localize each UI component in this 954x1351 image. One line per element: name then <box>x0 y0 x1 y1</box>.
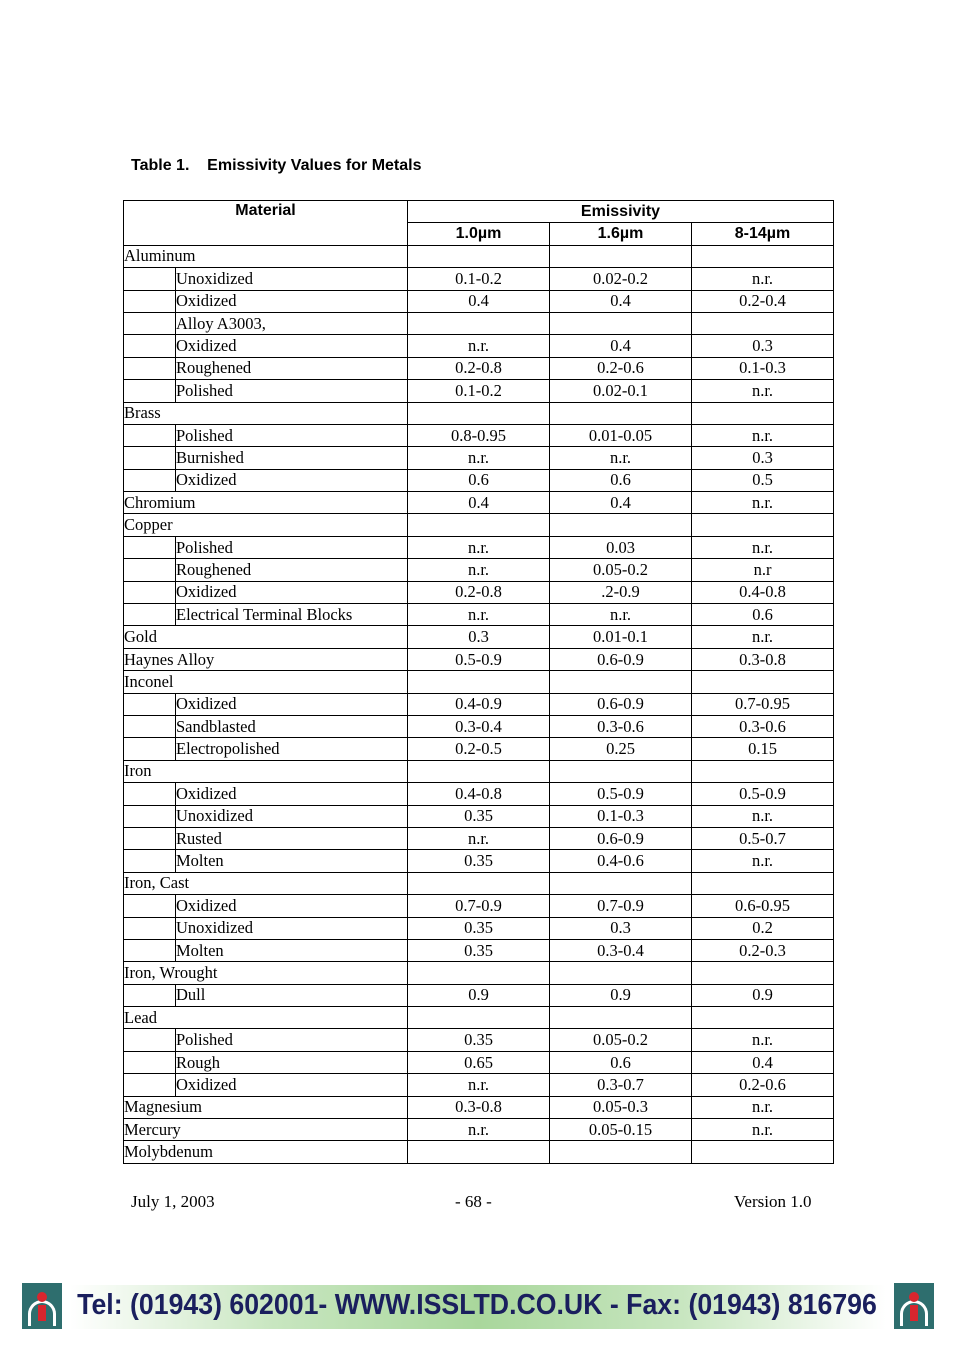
emissivity-value-cell <box>408 312 550 334</box>
table-row <box>124 380 834 402</box>
emissivity-value-cell: 0.9 <box>408 984 550 1006</box>
emissivity-value-cell: 0.05-0.2 <box>550 559 692 581</box>
footer-version: Version 1.0 <box>734 1192 812 1211</box>
emissivity-value-cell: 0.8-0.95 <box>408 424 550 446</box>
table-row <box>124 671 834 693</box>
emissivity-value-cell: n.r. <box>692 536 834 558</box>
emissivity-value-cell: n.r. <box>692 1029 834 1051</box>
emissivity-value-cell: 0.3-0.4 <box>408 715 550 737</box>
emissivity-value-cell: 0.6-0.9 <box>550 827 692 849</box>
table-row <box>124 447 834 469</box>
emissivity-value-cell: n.r. <box>692 380 834 402</box>
table-row <box>124 245 834 267</box>
indent-cell <box>124 380 176 402</box>
indent-cell <box>124 715 176 737</box>
emissivity-value-cell: 0.35 <box>408 939 550 961</box>
indent-cell <box>124 783 176 805</box>
material-variant-cell: Polished <box>176 1029 408 1051</box>
emissivity-value-cell: 0.6 <box>550 1051 692 1073</box>
material-variant-cell: Molten <box>176 939 408 961</box>
material-variant-cell: Oxidized <box>176 1074 408 1096</box>
indent-cell <box>124 895 176 917</box>
footer-page-number: - 68 - <box>455 1192 492 1211</box>
indent-cell <box>124 357 176 379</box>
emissivity-value-cell: n.r. <box>550 604 692 626</box>
indent-cell <box>124 604 176 626</box>
table-row <box>124 984 834 1006</box>
emissivity-value-cell: 0.1-0.3 <box>692 357 834 379</box>
emissivity-value-cell <box>408 514 550 536</box>
emissivity-value-cell: 0.5-0.7 <box>692 827 834 849</box>
emissivity-value-cell: 0.3 <box>692 447 834 469</box>
table-row <box>124 1141 834 1163</box>
emissivity-value-cell <box>550 671 692 693</box>
table-row <box>124 514 834 536</box>
material-variant-cell: Rough <box>176 1051 408 1073</box>
table-row <box>124 1119 834 1141</box>
material-category-cell: Iron <box>124 760 408 782</box>
emissivity-value-cell: 0.6-0.95 <box>692 895 834 917</box>
emissivity-value-cell: 0.6-0.9 <box>550 648 692 670</box>
emissivity-value-cell: 0.25 <box>550 738 692 760</box>
table-row <box>124 402 834 424</box>
indent-cell <box>124 268 176 290</box>
material-variant-cell: Oxidized <box>176 581 408 603</box>
material-variant-cell: Electrical Terminal Blocks <box>176 604 408 626</box>
emissivity-value-cell: 0.2-0.6 <box>550 357 692 379</box>
material-category-cell: Gold <box>124 626 408 648</box>
material-variant-cell: Roughened <box>176 357 408 379</box>
emissivity-value-cell: 0.6 <box>692 604 834 626</box>
emissivity-value-cell: 0.2-0.8 <box>408 581 550 603</box>
material-variant-cell: Polished <box>176 536 408 558</box>
emissivity-value-cell <box>692 760 834 782</box>
indent-cell <box>124 984 176 1006</box>
emissivity-value-cell: n.r. <box>408 536 550 558</box>
emissivity-value-cell: 0.05-0.15 <box>550 1119 692 1141</box>
indent-cell <box>124 559 176 581</box>
emissivity-value-cell: 0.2-0.4 <box>692 290 834 312</box>
emissivity-value-cell: 0.6 <box>550 469 692 491</box>
emissivity-value-cell: n.r. <box>408 1074 550 1096</box>
emissivity-value-cell: 0.4 <box>408 492 550 514</box>
footer-date: July 1, 2003 <box>131 1192 215 1211</box>
emissivity-value-cell <box>692 312 834 334</box>
table-row <box>124 783 834 805</box>
header-wavelength-3: 8-14µm <box>692 223 834 245</box>
emissivity-value-cell: 0.3-0.4 <box>550 939 692 961</box>
table-row <box>124 357 834 379</box>
indent-cell <box>124 805 176 827</box>
table-row <box>124 917 834 939</box>
emissivity-value-cell: 0.15 <box>692 738 834 760</box>
emissivity-value-cell: n.r. <box>692 1119 834 1141</box>
indent-cell <box>124 312 176 334</box>
emissivity-value-cell: 0.35 <box>408 805 550 827</box>
emissivity-value-cell: 0.6 <box>408 469 550 491</box>
indent-cell <box>124 1074 176 1096</box>
emissivity-value-cell: 0.4 <box>408 290 550 312</box>
emissivity-value-cell: 0.05-0.2 <box>550 1029 692 1051</box>
emissivity-value-cell: n.r. <box>408 827 550 849</box>
emissivity-value-cell: 0.7-0.9 <box>408 895 550 917</box>
table-row <box>124 1074 834 1096</box>
emissivity-value-cell <box>550 312 692 334</box>
emissivity-value-cell: 0.65 <box>408 1051 550 1073</box>
emissivity-value-cell <box>408 671 550 693</box>
emissivity-value-cell: n.r. <box>408 447 550 469</box>
material-category-cell: Magnesium <box>124 1096 408 1118</box>
emissivity-value-cell: 0.4 <box>550 492 692 514</box>
emissivity-value-cell: 0.5 <box>692 469 834 491</box>
material-category-cell: Chromium <box>124 492 408 514</box>
indent-cell <box>124 469 176 491</box>
material-category-cell: Mercury <box>124 1119 408 1141</box>
emissivity-value-cell: 0.03 <box>550 536 692 558</box>
table-row <box>124 536 834 558</box>
table-row <box>124 648 834 670</box>
table-row <box>124 626 834 648</box>
emissivity-value-cell: 0.3 <box>408 626 550 648</box>
material-category-cell: Iron, Wrought <box>124 962 408 984</box>
indent-cell <box>124 827 176 849</box>
emissivity-value-cell <box>550 962 692 984</box>
material-category-cell: Aluminum <box>124 245 408 267</box>
table-row <box>124 312 834 334</box>
emissivity-value-cell <box>692 245 834 267</box>
material-variant-cell: Oxidized <box>176 469 408 491</box>
emissivity-value-cell: 0.05-0.3 <box>550 1096 692 1118</box>
banner-contact-text: Tel: (01943) 602001- WWW.ISSLTD.CO.UK - Fax: (01943) 816796 <box>77 1289 877 1321</box>
indent-cell <box>124 290 176 312</box>
emissivity-value-cell <box>692 872 834 894</box>
emissivity-value-cell: 0.4-0.8 <box>408 783 550 805</box>
emissivity-value-cell: .2-0.9 <box>550 581 692 603</box>
emissivity-value-cell <box>408 760 550 782</box>
emissivity-value-cell <box>692 514 834 536</box>
material-variant-cell: Oxidized <box>176 895 408 917</box>
indent-cell <box>124 850 176 872</box>
indent-cell <box>124 917 176 939</box>
table-row <box>124 760 834 782</box>
header-wavelength-2: 1.6µm <box>550 223 692 245</box>
emissivity-value-cell: 0.01-0.05 <box>550 424 692 446</box>
emissivity-value-cell <box>408 1007 550 1029</box>
material-variant-cell: Burnished <box>176 447 408 469</box>
emissivity-table <box>123 200 834 1164</box>
material-category-cell: Inconel <box>124 671 408 693</box>
emissivity-value-cell: n.r. <box>692 850 834 872</box>
emissivity-value-cell: 0.5-0.9 <box>550 783 692 805</box>
table-row <box>124 581 834 603</box>
material-variant-cell: Oxidized <box>176 783 408 805</box>
table-body <box>124 245 834 1163</box>
emissivity-value-cell: n.r. <box>408 559 550 581</box>
emissivity-value-cell: 0.3-0.6 <box>692 715 834 737</box>
emissivity-value-cell <box>550 1141 692 1163</box>
material-variant-cell: Rusted <box>176 827 408 849</box>
emissivity-value-cell: n.r. <box>692 268 834 290</box>
emissivity-value-cell: 0.35 <box>408 1029 550 1051</box>
indent-cell <box>124 939 176 961</box>
indent-cell <box>124 1029 176 1051</box>
emissivity-value-cell <box>692 1141 834 1163</box>
material-variant-cell: Dull <box>176 984 408 1006</box>
emissivity-value-cell: 0.3 <box>550 917 692 939</box>
emissivity-value-cell: 0.35 <box>408 917 550 939</box>
table-row <box>124 693 834 715</box>
header-emissivity: Emissivity <box>408 201 834 223</box>
table-row <box>124 1096 834 1118</box>
emissivity-value-cell: 0.3 <box>692 335 834 357</box>
table-row <box>124 559 834 581</box>
emissivity-value-cell: 0.4-0.9 <box>408 693 550 715</box>
emissivity-value-cell: 0.3-0.7 <box>550 1074 692 1096</box>
emissivity-value-cell: 0.4 <box>550 335 692 357</box>
emissivity-value-cell: n.r <box>692 559 834 581</box>
emissivity-value-cell <box>408 1141 550 1163</box>
emissivity-value-cell: 0.7-0.9 <box>550 895 692 917</box>
table-row <box>124 895 834 917</box>
emissivity-value-cell: 0.4 <box>550 290 692 312</box>
indent-cell <box>124 536 176 558</box>
table-caption <box>131 157 422 175</box>
material-variant-cell: Molten <box>176 850 408 872</box>
table-row <box>124 805 834 827</box>
material-category-cell: Haynes Alloy <box>124 648 408 670</box>
header-material: Material <box>124 201 408 246</box>
emissivity-value-cell: n.r. <box>692 626 834 648</box>
indent-cell <box>124 1051 176 1073</box>
emissivity-value-cell <box>408 245 550 267</box>
emissivity-value-cell: n.r. <box>408 335 550 357</box>
emissivity-value-cell <box>408 962 550 984</box>
emissivity-value-cell <box>692 962 834 984</box>
emissivity-value-cell: 0.4 <box>692 1051 834 1073</box>
emissivity-value-cell: 0.9 <box>550 984 692 1006</box>
emissivity-value-cell: 0.2-0.6 <box>692 1074 834 1096</box>
material-variant-cell: Alloy A3003, <box>176 312 408 334</box>
indent-cell <box>124 447 176 469</box>
material-variant-cell: Unoxidized <box>176 805 408 827</box>
material-category-cell: Brass <box>124 402 408 424</box>
material-variant-cell: Polished <box>176 424 408 446</box>
table-row <box>124 604 834 626</box>
emissivity-value-cell: 0.1-0.2 <box>408 380 550 402</box>
emissivity-value-cell <box>408 402 550 424</box>
emissivity-value-cell <box>550 1007 692 1029</box>
emissivity-value-cell: n.r. <box>408 1119 550 1141</box>
emissivity-value-cell: 0.3-0.6 <box>550 715 692 737</box>
material-variant-cell: Oxidized <box>176 693 408 715</box>
emissivity-value-cell: 0.3-0.8 <box>692 648 834 670</box>
table-row <box>124 939 834 961</box>
material-category-cell: Lead <box>124 1007 408 1029</box>
emissivity-value-cell: n.r. <box>692 1096 834 1118</box>
emissivity-value-cell: 0.2 <box>692 917 834 939</box>
table-row <box>124 424 834 446</box>
emissivity-value-cell <box>550 402 692 424</box>
indent-cell <box>124 693 176 715</box>
indent-cell <box>124 424 176 446</box>
emissivity-value-cell: 0.4-0.8 <box>692 581 834 603</box>
table-row <box>124 290 834 312</box>
material-variant-cell: Oxidized <box>176 290 408 312</box>
emissivity-value-cell <box>692 1007 834 1029</box>
emissivity-value-cell: 0.5-0.9 <box>692 783 834 805</box>
emissivity-value-cell: 0.7-0.95 <box>692 693 834 715</box>
material-variant-cell: Electropolished <box>176 738 408 760</box>
emissivity-value-cell: n.r. <box>692 424 834 446</box>
indent-cell <box>124 738 176 760</box>
material-category-cell: Copper <box>124 514 408 536</box>
table-row <box>124 827 834 849</box>
emissivity-value-cell: 0.9 <box>692 984 834 1006</box>
emissivity-value-cell: 0.1-0.2 <box>408 268 550 290</box>
indent-cell <box>124 581 176 603</box>
emissivity-value-cell: n.r. <box>408 604 550 626</box>
table-row <box>124 715 834 737</box>
table-row <box>124 1007 834 1029</box>
emissivity-value-cell: n.r. <box>692 805 834 827</box>
table-row <box>124 268 834 290</box>
emissivity-value-cell: 0.1-0.3 <box>550 805 692 827</box>
indent-cell <box>124 335 176 357</box>
emissivity-value-cell: 0.5-0.9 <box>408 648 550 670</box>
emissivity-value-cell <box>550 760 692 782</box>
emissivity-value-cell: 0.2-0.5 <box>408 738 550 760</box>
table-row <box>124 738 834 760</box>
table-row <box>124 872 834 894</box>
table-title: Emissivity Values for Metals <box>207 157 422 174</box>
emissivity-value-cell: 0.35 <box>408 850 550 872</box>
header-wavelength-1: 1.0µm <box>408 223 550 245</box>
table-row <box>124 962 834 984</box>
emissivity-value-cell <box>550 872 692 894</box>
emissivity-value-cell: 0.01-0.1 <box>550 626 692 648</box>
material-variant-cell: Polished <box>176 380 408 402</box>
material-variant-cell: Unoxidized <box>176 268 408 290</box>
material-variant-cell: Roughened <box>176 559 408 581</box>
material-variant-cell: Oxidized <box>176 335 408 357</box>
emissivity-value-cell <box>692 671 834 693</box>
emissivity-value-cell: n.r. <box>692 492 834 514</box>
material-category-cell: Molybdenum <box>124 1141 408 1163</box>
emissivity-value-cell: 0.4-0.6 <box>550 850 692 872</box>
table-row <box>124 1029 834 1051</box>
table-row <box>124 469 834 491</box>
table-number: Table 1. <box>131 157 190 174</box>
emissivity-value-cell <box>692 402 834 424</box>
emissivity-value-cell <box>550 514 692 536</box>
emissivity-value-cell: 0.6-0.9 <box>550 693 692 715</box>
emissivity-value-cell: 0.02-0.1 <box>550 380 692 402</box>
emissivity-value-cell: n.r. <box>550 447 692 469</box>
material-category-cell: Iron, Cast <box>124 872 408 894</box>
table-row <box>124 335 834 357</box>
emissivity-value-cell: 0.2-0.3 <box>692 939 834 961</box>
emissivity-value-cell: 0.3-0.8 <box>408 1096 550 1118</box>
table-row <box>124 492 834 514</box>
table-row <box>124 1051 834 1073</box>
table-row <box>124 850 834 872</box>
emissivity-value-cell: 0.2-0.8 <box>408 357 550 379</box>
emissivity-value-cell <box>550 245 692 267</box>
emissivity-value-cell: 0.02-0.2 <box>550 268 692 290</box>
material-variant-cell: Unoxidized <box>176 917 408 939</box>
material-variant-cell: Sandblasted <box>176 715 408 737</box>
emissivity-value-cell <box>408 872 550 894</box>
